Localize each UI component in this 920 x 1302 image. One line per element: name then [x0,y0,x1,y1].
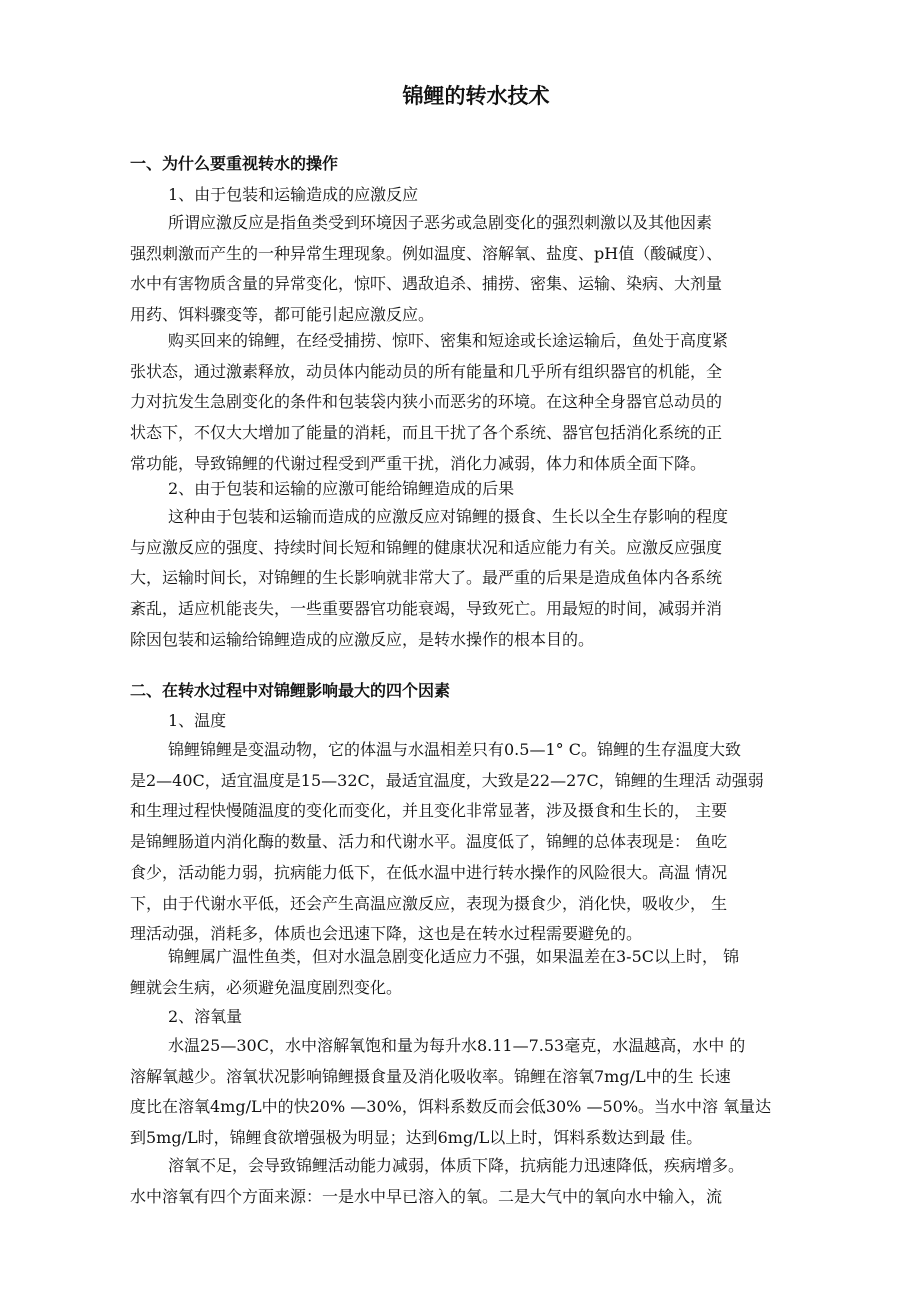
text-line: 状态下，不仅大大增加了能量的消耗，而且干扰了各个系统、器官包括消化系统的正 [130,423,723,443]
section-2-heading: 二、在转水过程中对锦鲤影响最大的四个因素 [130,681,451,700]
text-line: 是锦鲤肠道内消化酶的数量、活力和代谢水平。温度低了，锦鲤的总体表现是： 鱼吃 [130,832,728,852]
text-line: 强烈刺激而产生的一种异常生理现象。例如温度、溶解氧、盐度、pH值（酸碱度）、 [130,243,723,263]
section-1-paragraph-2 [130,326,822,480]
text-line: 大，运输时间长，对锦鲤的生长影响就非常大了。最严重的后果是造成鱼体内各系统 [130,568,723,588]
text-line: 紊乱，适应机能丧失，一些重要器官功能衰竭，导致死亡。用最短的时间，减弱并消 [130,599,723,619]
section-1-heading: 一、为什么要重视转水的操作 [130,154,339,173]
text-line: 溶解氧越少。溶氧状况影响锦鲤摄食量及消化吸收率。锦鲤在溶氧7mg/L中的生 长速 [130,1066,731,1086]
text-line: 到5mg/L时，锦鲤食欲增强极为明显；达到6mg/L以上时，饵料系数达到最 佳。 [130,1128,703,1148]
section-2-paragraph-1 [130,735,822,950]
text-line: 所谓应激反应是指鱼类受到环境因子恶劣或急剧变化的强烈刺激以及其他因素 [168,213,713,232]
text-line: 鲤就会生病，必须避免温度剧烈变化。 [130,977,403,997]
section-1-paragraph-1 [130,208,822,331]
text-line: 与应激反应的强度、持续时间长短和锦鲤的健康状况和适应能力有关。应激反应强度 [130,537,723,557]
section-1-subheading-2: 2、由于包装和运输的应激可能给锦鲤造成的后果 [168,479,515,498]
text-line: 是2—40C，适宜温度是15—32C，最适宜温度，大致是22—27C，锦鲤的生理活 动强弱 [130,770,764,790]
text-line: 张状态，通过激素释放，动员体内能动员的所有能量和几乎所有组织器官的机能，全 [130,361,723,381]
text-line: 锦鲤锦鲤是变温动物，它的体温与水温相差只有0.5—1° C。锦鲤的生存温度大致 [168,740,741,759]
section-2-subheading-1: 1、温度 [168,711,227,730]
text-line: 度比在溶氧4mg/L中的快20% —30%，饵料系数反而会低30% —50%。当水中溶 氧量达 [130,1097,772,1117]
text-line: 除因包装和运输给锦鲤造成的应激反应，是转水操作的根本目的。 [130,629,595,649]
section-2-paragraph-4 [130,1151,822,1212]
text-line: 锦鲤属广温性鱼类，但对水温急剧变化适应力不强，如果温差在3-5C以上时， 锦 [168,947,740,966]
text-line: 溶氧不足，会导致锦鲤活动能力减弱，体质下降，抗病能力迅速降低，疾病增多。 [168,1156,745,1175]
text-line: 和生理过程快慢随温度的变化而变化，并且变化非常显著，涉及摄食和生长的， 主要 [130,801,728,821]
text-line: 用药、饵料骤变等，都可能引起应激反应。 [130,305,435,325]
text-line: 购买回来的锦鲤，在经受捕捞、惊吓、密集和短途或长途运输后，鱼处于高度紧 [168,331,729,350]
section-1-paragraph-3 [130,502,822,656]
text-line: 水中溶氧有四个方面来源：一是水中早已溶入的氧。二是大气中的氧向水中输入，流 [130,1186,723,1206]
text-line: 食少，活动能力弱，抗病能力低下，在低水温中进行转水操作的风险很大。高温 情况 [130,862,728,882]
text-line: 力对抗发生急剧变化的条件和包装袋内狭小而恶劣的环境。在这种全身器官总动员的 [130,392,723,412]
text-line: 常功能，导致锦鲤的代谢过程受到严重干扰，消化力减弱，体力和体质全面下降。 [130,453,707,473]
section-2-subheading-2: 2、溶氧量 [168,1007,243,1026]
section-2-paragraph-2 [130,942,822,1003]
section-1-subheading-1: 1、由于包装和运输造成的应激反应 [168,185,419,204]
text-line: 理活动强，消耗多，体质也会迅速下降，这也是在转水过程需要避免的。 [130,924,643,944]
text-line: 水温25—30C，水中溶解氧饱和量为每升水8.11—7.53毫克，水温越高，水中 的 [168,1036,746,1055]
document-title: 锦鲤的转水技术 [402,84,550,108]
text-line: 下，由于代谢水平低，还会产生高温应激反应，表现为摄食少，消化快，吸收少， 生 [130,893,728,913]
text-line: 水中有害物质含量的异常变化，惊吓、遇敌追杀、捕捞、密集、运输、染病、大剂量 [130,274,723,294]
section-2-paragraph-3 [130,1031,822,1154]
text-line: 这种由于包装和运输而造成的应激反应对锦鲤的摄食、生长以全生存影响的程度 [168,507,729,526]
